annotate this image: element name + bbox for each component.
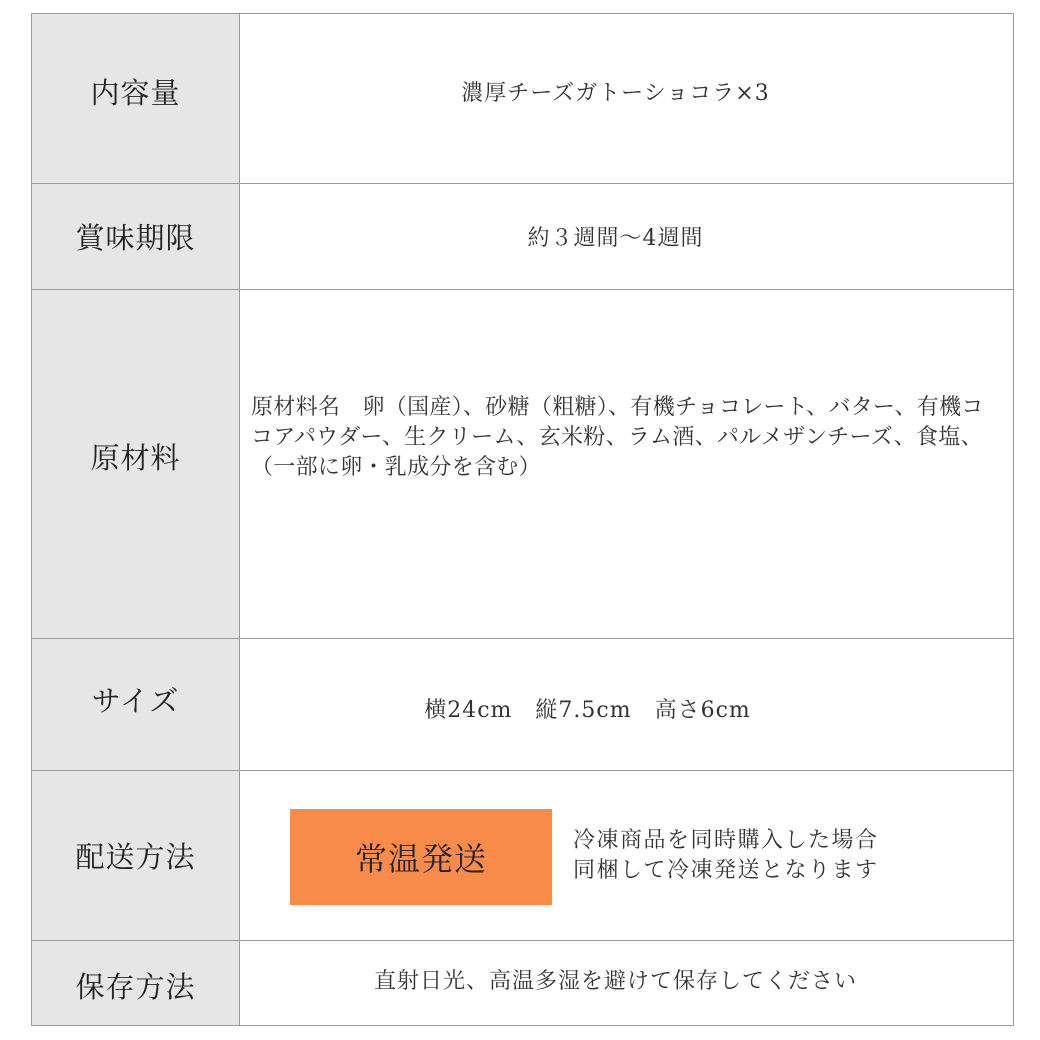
best-before-value-cell — [240, 184, 1013, 289]
row-size — [32, 638, 1013, 770]
storage-value-cell — [240, 941, 1013, 1025]
contents-label: 内容量 — [90, 76, 181, 110]
ingredients-value-cell — [240, 290, 1013, 638]
size-value: 横24cm 縦7.5cm 高さ6cm — [424, 698, 751, 723]
product-info-table — [31, 13, 1014, 1026]
size-value-cell — [240, 639, 1013, 770]
row-shipping — [32, 770, 1013, 940]
shipping-label: 配送方法 — [75, 840, 196, 874]
contents-label-cell — [32, 14, 240, 183]
shipping-note-line: 同梱して冷凍発送となります — [573, 857, 879, 883]
best-before-label: 賞味期限 — [75, 221, 196, 255]
contents-value-cell — [240, 14, 1013, 183]
contents-value: 濃厚チーズガトーショコラ×3 — [461, 81, 770, 106]
storage-label-cell — [32, 941, 240, 1025]
row-storage — [32, 940, 1013, 1025]
shipping-note-line: 冷凍商品を同時購入した場合 — [573, 827, 879, 853]
best-before-label-cell — [32, 184, 240, 289]
row-ingredients — [32, 289, 1013, 638]
shipping-value-cell — [240, 771, 1013, 940]
shipping-method-badge-text: 常温発送 — [354, 839, 487, 878]
shipping-method-badge — [290, 809, 552, 905]
row-best-before — [32, 183, 1013, 289]
row-contents — [32, 14, 1013, 183]
shipping-note — [573, 826, 879, 886]
size-label-cell — [32, 639, 240, 770]
ingredients-value: 原材料名 卵（国産）、砂糖（粗糖）、有機チョコレート、バター、有機ココアパウダー、生クリーム、玄米粉、ラム酒、パルメザンチーズ、食塩、（一部に卵・乳成分を含む） — [251, 395, 984, 480]
ingredients-label-cell — [32, 290, 240, 638]
storage-value: 直射日光、高温多湿を避けて保存してください — [373, 968, 857, 994]
ingredients-label: 原材料 — [90, 440, 181, 475]
shipping-label-cell — [32, 771, 240, 940]
best-before-value: 約３週間〜4週間 — [527, 226, 704, 251]
storage-label: 保存方法 — [75, 969, 196, 1004]
size-label: サイズ — [91, 684, 180, 718]
